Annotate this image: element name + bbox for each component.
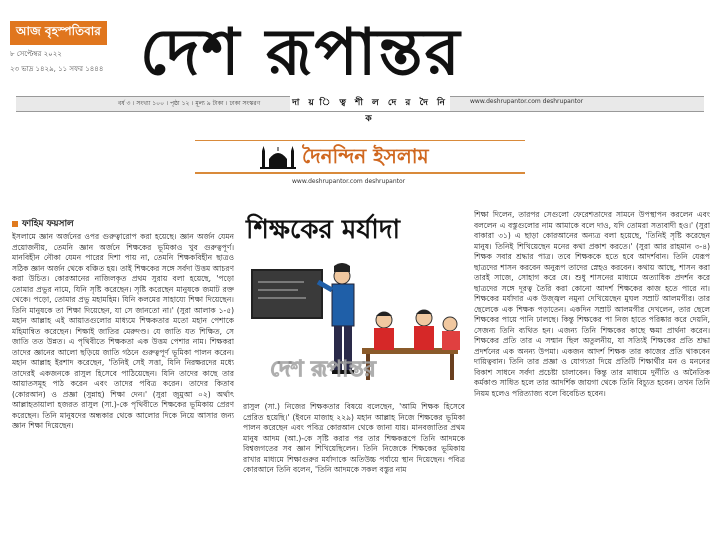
watermark-logo: দেশ রূপান্তর [270,357,376,382]
byline-square-icon [12,221,18,227]
section-rule-bottom [195,172,525,174]
article-column-3: শিক্ষা দিলেন, তারপর সেগুলো ফেরেশতাদের সামনে উপস্থাপন করলেন এবং বললেন এ বস্তুগুলোর নাম আমাকে বলে দাও, যদি তোমরা সত্যবাদী হও।' (সুরা বাকারা ৩১) এ ছাড়া কোরআনের অন্যত্র বলা হয়েছে, 'তিনিই সৃষ্টি করেছেন মানুষ। তিনিই শিখিয়েছেন মনের কথা প্রকাশ করতে।' (সুরা আর রাহমান ৩-৪) শিক্ষক সবার শ্রদ্ধার পাত্র। তবে শিক্ষককে হতে হবে আদর্শবান। তিনি যেরূপ ছাত্রদের শাসন করবেন অনুরূপ তাদের স্নেহও করবেন। কথায় আছে, শাসন করা তারই সাজে, সোহাগ করে যে। শুধু শাসনের মাধ্যমে অত্যাধিক প্রদর্শন করে ছাত্রদের সঙ্গে দূরত্ব তৈরি করা কোনো আদর্শ শিক্ষকের কাজ হতে পারে না। শিক্ষকের মর্যাদার এক উজ্জ্বল নমুনা দেখিয়েছেন মুঘল সম্রাট আলমগীর। তার ছেলেকে এক শিক্ষক পড়াতেন। একদিন সম্রাট আলমগীর দেখলেন, তার ছেলে শিক্ষকের পায়ে পানি ঢালছে। কিন্তু শিক্ষকের পা নিজ হাতে পরিষ্কার করে দেয়নি, সেজন্য তিনি ব্যথিত হন। এজন্য তিনি শিক্ষকের কাছে ক্ষমা প্রার্থনা করেন। শিক্ষকের প্রতি তার এ সম্মান ছিল অতুলনীয়, যা সত্যিই শিক্ষকের প্রতি শ্রদ্ধা প্রদর্শনের এক অনন্য উপমা। একজন আদর্শ শিক্ষক তার কাজের প্রতি থাকবেন দায়িত্ববান। তিনি তার প্রজ্ঞা ও যোগ্যতা দিয়ে প্রতিটি শিক্ষার্থীর মন ও মননের বিকাশ সাধনে সর্বদা প্রচেষ্টা চালাবেন। কিন্তু তার মাধ্যমে দুর্নীতি ও অনৈতিক কর্মকাণ্ড সাধিত হলে তার আদর্শিক জায়গা থেকে তিনি বিচ্যুত হবেন। তখন তিনি নিয়ম হলেও পরিত্যাজ্য বলে বিবেচিত হবেন। [474,210,710,398]
mosque-icon [260,143,296,169]
date-day: আজ বৃহস্পতিবার [10,21,107,45]
masthead-website: www.deshrupantor.com deshrupantor [470,98,584,105]
section-title: দৈনন্দিন ইসলাম [302,144,429,168]
date-bangla: ২৩ ভাদ্র ১৪২৯, ১১ সফর ১৪৪৪ [10,65,104,73]
tagline: দা য় ি ত্ব শী ল দে র দৈ নি ক [290,95,450,111]
article-headline: শিক্ষকের মর্যাদা [246,215,401,245]
section-header [260,141,460,171]
author-name: ফাহিম ফয়সাল [22,219,74,229]
date-english: ৮ সেপ্টেম্বর ২০২২ [10,50,62,58]
byline [12,216,74,231]
date-box [10,20,130,80]
article-column-2: রাসুল (সা.) নিজের শিক্ষকতার বিষয়ে বলেছেন, 'আমি শিক্ষক হিসেবে প্রেরিত হয়েছি।' (ইবনে মাজাহ ২২৯) মহান আল্লাহ নিজে শিক্ষকের ভূমিকা পালন করেছেন এবং পবিত্র কোরআন থেকে জানা যায়। মানবজাতির প্রথম মানুষ আদম (আ.)-কে সৃষ্টি করার পর তার শিক্ষকরূপে তিনি আদমকে বিশ্বজগতের সব জ্ঞান শিখিয়েছিলেন। তিনি নিজেকে শিক্ষকের ভূমিকায় রাখার মাধ্যমে শিক্ষাগুরুর মর্যাদাকে অতিউচ্চ পর্যায়ে স্থান দিয়েছেন। পবিত্র কোরআনে তিনি বলেন, 'তিনি আদমকে সকল বস্তুর নাম [243,402,465,474]
article-column-1: ইসলামে জ্ঞান অর্জনের ওপর গুরুত্বারোপ করা হয়েছে। জ্ঞান অর্জন যেমন প্রয়োজনীয়, তেমনি জ্ঞান অর্জনে শিক্ষকের ভূমিকাও খুব গুরুত্বপূর্ণ। মানবিহীন নৌকা যেমন পারের দিশা পায় না, তেমনি শিক্ষকবিহীন ছাত্রও সঠিক জ্ঞান অর্জন থেকে বঞ্চিত হয়। তাই শিক্ষকের সঙ্গে সর্বদা উত্তম আচরণ করা উচিত। কোরআনের নাজিলকৃত প্রথম সুরায় বলা হয়েছে, 'পড়ো তোমার প্রভুর নামে, যিনি সৃষ্টি করেছেন। সৃষ্টি করেছেন মানুষকে জমাট রক্ত থেকে। পড়ো, তোমার প্রভু মহামহিম। যিনি কলমের সাহায্যে শিক্ষা দিয়েছেন। তিনি মানুষকে তা শিক্ষা দিয়েছেন, যা সে জানতো না।' (সুরা আলাক ১-৫) মহান আল্লাহ এই আয়াতগুলোর মাধ্যমে শিক্ষকতার মতো মহান পেশাকে মহিমান্বিত করেছেন। শিক্ষাই জাতির মেরুদণ্ড। যে জাতি যত শিক্ষিত, সে জাতি তত উন্নত। এ পৃথিবীতে শিক্ষকতা এক উত্তম পেশার নাম। শিক্ষকরা তাদের জ্ঞানের আলো ছড়িয়ে জাতি গঠনে গুরুত্বপূর্ণ ভূমিকা পালন করেন। মহান আল্লাহ ইরশাদ করেছেন, 'তিনিই সেই সত্তা, যিনি নিরক্ষরদের মধ্যে তাদেরই একজনকে রাসুল হিসেবে পাঠিয়েছেন। যিনি তাদের কাছে তার আয়াতসমূহ পাঠ করেন এবং তাদের পবিত্র করেন। তাদের কিতাব (কোরআন) ও প্রজ্ঞা (সুন্নাহ) শিক্ষা দেন।' (সুরা জুমুআ ০২) অর্থাৎ আল্লাহতায়ালা হজরত রাসুল (সা.)-কে পৃথিবীতে শিক্ষকের ভূমিকায় প্রেরণ করেছেন। তিনি মানুষদের অন্ধকার থেকে আলোর দিকে নিয়ে আসার জন্য জ্ঞান শিক্ষা দিয়েছেন। [12,232,234,430]
section-website: www.deshrupantor.com deshrupantor [292,178,406,185]
issue-meta: বর্ষ ৩ । সংখ্যা ১০০ । পৃষ্ঠা ১২ । মূল্য ৯ টাকা । ঢাকা সংস্করণ [118,100,261,107]
newspaper-title: দেশ রূপান্তর [140,15,462,90]
